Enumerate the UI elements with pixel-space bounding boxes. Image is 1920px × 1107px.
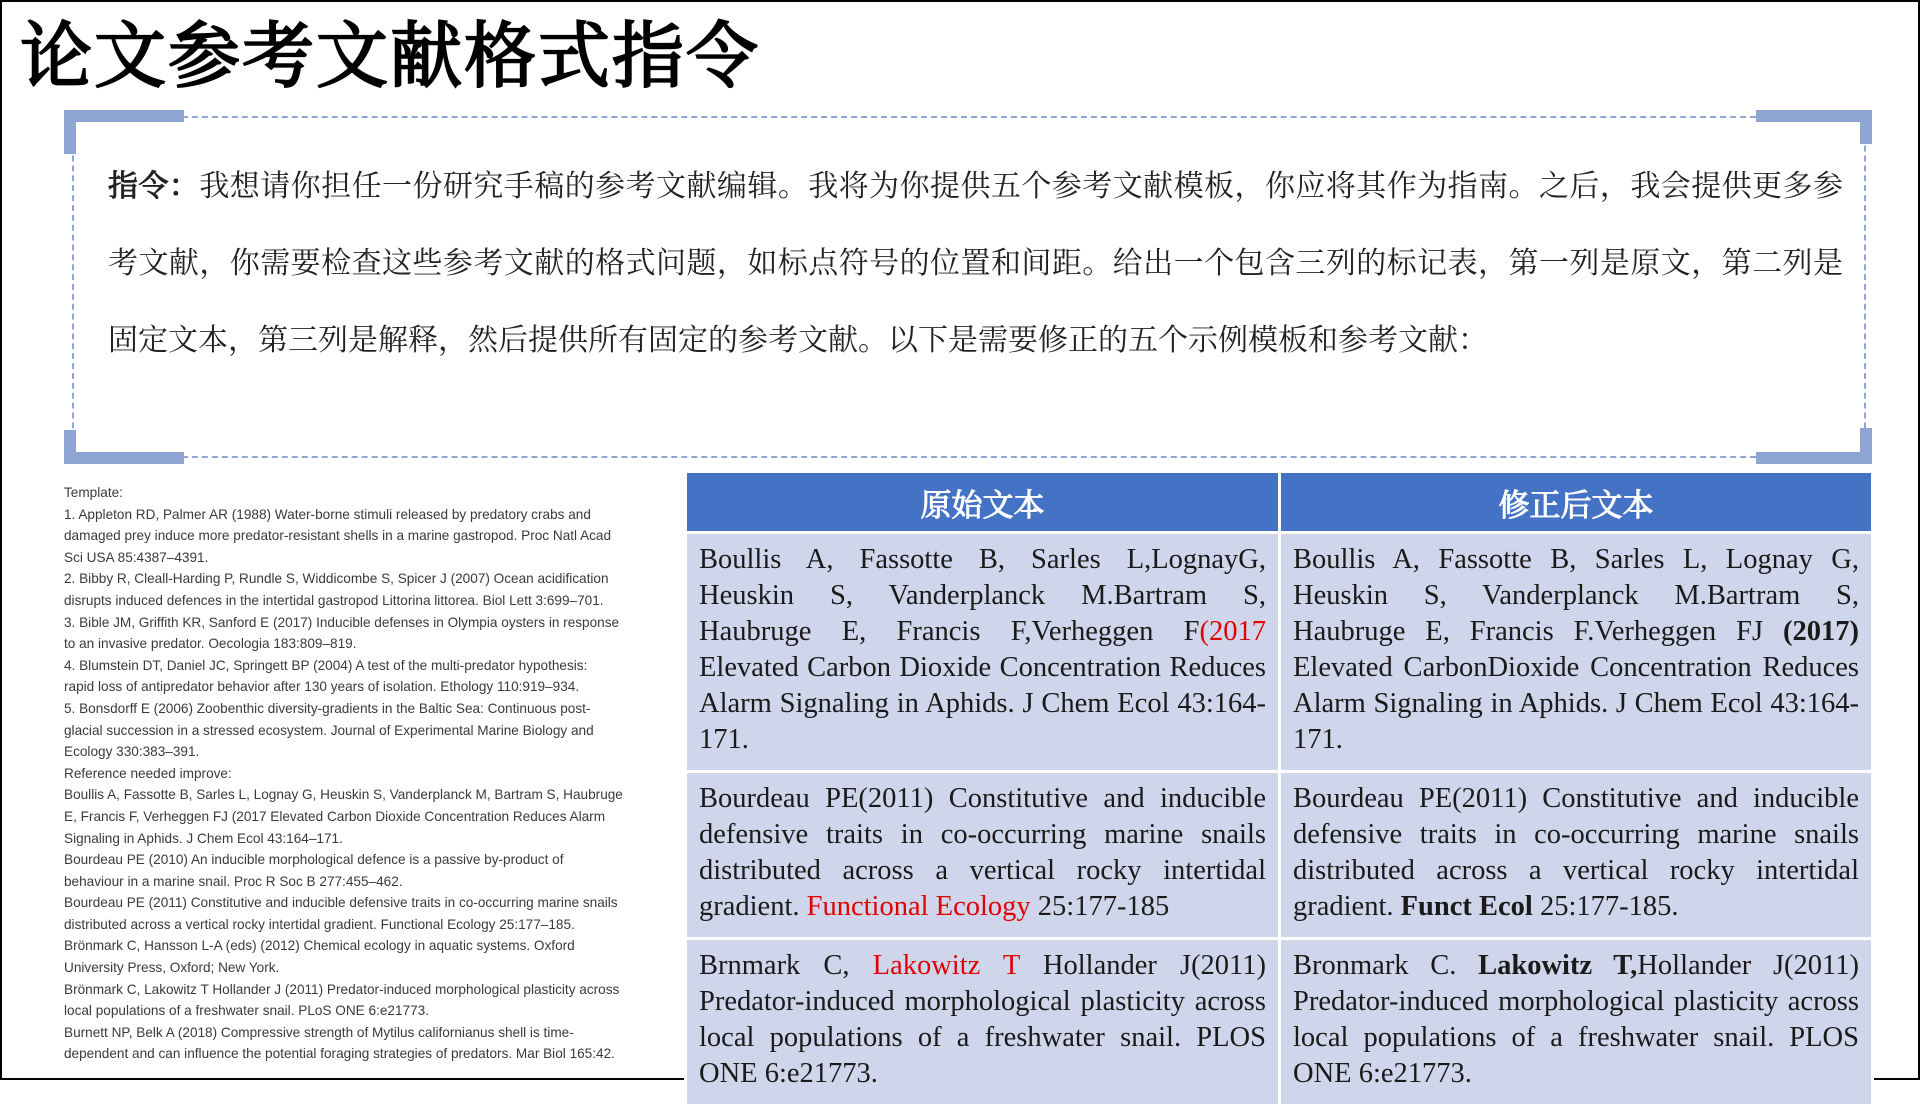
template-line: Sci USA 85:4387–4391. — [64, 549, 209, 565]
fixed-cell — [1280, 939, 1873, 1106]
cell-text: Boullis A, Fassotte B, Sarles L, Lognay G, Heuskin S, Vanderplanck M.Bartram S, Haubruge E, Francis F.Verheggen FJ — [1293, 544, 1859, 647]
cell-text: Boullis A, Fassotte B, Sarles L,LognayG, Heuskin S, Vanderplanck M.Bartram S, Haubruge E, Francis F,Verheggen F — [699, 544, 1266, 647]
original-cell — [686, 772, 1280, 939]
template-line: disrupts induced defences in the intertidal gastropod Littorina littorea. Biol Lett 3:699–701. — [64, 592, 604, 608]
template-line: E, Francis F, Verheggen FJ (2017 Elevated Carbon Dioxide Concentration Reduces Alarm — [64, 808, 606, 824]
fixed-cell — [1280, 772, 1873, 939]
corner-bracket-bottom-left-vertical — [64, 430, 76, 464]
instruction-label: 指令： — [108, 169, 200, 204]
header-original: 原始文本 — [686, 472, 1280, 533]
page-title: 论文参考文献格式指令 — [20, 14, 761, 98]
template-line: to an invasive predator. Oecologia 183:809–819. — [64, 636, 357, 652]
template-line: rapid loss of antipredator behavior after 130 years of isolation. Ethology 110:919–934. — [64, 679, 580, 695]
cell-text: 25:177-185 — [1030, 891, 1170, 922]
corner-bracket-bottom-left — [64, 452, 184, 464]
template-line: distributed across a vertical rocky intertidal gradient. Functional Ecology 25:177–185. — [64, 916, 575, 932]
template-line: 3. Bible JM, Griffith KR, Sanford E (2017) Inducible defenses in Olympia oysters in response — [64, 614, 620, 630]
table-header-row — [686, 472, 1873, 533]
cell-text: Bourdeau PE(2011) Constitutive and inducible defensive traits in co-occurring marine snails distributed across a vertical rocky intertidal gradient. — [1293, 783, 1859, 922]
cell-text: Bourdeau PE(2011) Constitutive and inducible defensive traits in co-occurring marine snails distributed across a vertical rocky intertidal gradient. — [699, 783, 1266, 922]
template-reference-list — [64, 482, 664, 1065]
template-line: Ecology 330:383–391. — [64, 744, 200, 760]
template-line: Brönmark C, Hansson L-A (eds) (2012) Chemical ecology in aquatic systems. Oxford — [64, 938, 575, 954]
cell-text: Elevated Carbon Dioxide Concentration Reduces Alarm Signaling in Aphids. J Chem Ecol 43:164-171. — [699, 652, 1266, 755]
cell-text: Hollander J(2011) Predator-induced morphological plasticity across local populations of a freshwater snail. PLOS ONE 6:e21773. — [1293, 950, 1859, 1089]
template-line: local populations of a freshwater snail. PLoS ONE 6:e21773. — [64, 1003, 429, 1019]
template-line: Boullis A, Fassotte B, Sarles L, Lognay G, Heuskin S, Vanderplanck M, Bartram S, Haubruge — [64, 787, 623, 803]
corner-bracket-bottom-right-vertical — [1860, 428, 1872, 464]
template-line: 4. Blumstein DT, Daniel JC, Springett BP (2004) A test of the multi-predator hypothesis: — [64, 657, 588, 673]
template-line: Burnett NP, Belk A (2018) Compressive strength of Mytilus californianus shell is time- — [64, 1024, 574, 1040]
template-line: glacial succession in a stressed ecosystem. Journal of Experimental Marine Biology and — [64, 722, 594, 738]
corner-bracket-top-right-vertical — [1860, 110, 1872, 144]
cell-text: Hollander J(2011) Predator-induced morphological plasticity across local populations of a freshwater snail. PLOS ONE 6:e21773. — [699, 950, 1266, 1089]
error-highlight: Lakowitz T — [872, 950, 1020, 981]
corner-bracket-top-right — [1756, 110, 1872, 122]
template-line: 5. Bonsdorff E (2006) Zoobenthic diversity-gradients in the Baltic Sea: Continuous post- — [64, 700, 591, 716]
table-row — [686, 939, 1873, 1106]
fix-highlight: Lakowitz T, — [1478, 950, 1638, 981]
template-line: University Press, Oxford; New York. — [64, 960, 280, 976]
fix-highlight: (2017) — [1783, 616, 1859, 647]
error-highlight: Functional Ecology — [806, 891, 1031, 922]
template-line: Template: — [64, 485, 123, 500]
fixed-cell — [1280, 533, 1873, 772]
error-highlight: (2017 — [1199, 616, 1266, 647]
template-line: Bourdeau PE (2011) Constitutive and inducible defensive traits in co-occurring marine snails — [64, 895, 618, 911]
template-line: damaged prey induce more predator-resistant shells in a marine gastropod. Proc Natl Acad — [64, 528, 612, 544]
cell-text: 25:177-185. — [1532, 891, 1679, 922]
template-line: behaviour in a marine snail. Proc R Soc B 277:455–462. — [64, 873, 403, 889]
template-line: 2. Bibby R, Cleall-Harding P, Rundle S, Widdicombe S, Spicer J (2007) Ocean acidification — [64, 571, 609, 587]
table-row — [686, 772, 1873, 939]
fix-highlight: Funct Ecol — [1400, 891, 1533, 922]
original-cell — [686, 533, 1280, 772]
instruction-paragraph — [108, 148, 1843, 379]
template-line: 1. Appleton RD, Palmer AR (1988) Water-borne stimuli released by predatory crabs and — [64, 506, 591, 522]
corner-bracket-top-left-vertical — [64, 110, 76, 154]
corner-bracket-bottom-right — [1756, 452, 1872, 464]
corner-bracket-top-left — [64, 110, 184, 122]
instruction-text: 我想请你担任一份研究手稿的参考文献编辑。我将为你提供五个参考文献模板，你应将其作为指南。之后，我会提供更多参考文献，你需要检查这些参考文献的格式问题，如标点符号的位置和间距。给出一个包含三列的标记表，第一列是原文，第二列是固定文本，第三列是解释，然后提供所有固定的参考文献。以下是需要修正的五个示例模板和参考文献： — [108, 169, 1844, 358]
template-line: dependent and can influence the potential foraging strategies of predators. Mar Biol 165:42. — [64, 1046, 615, 1062]
template-line: Signaling in Aphids. J Chem Ecol 43:164–171. — [64, 830, 343, 846]
header-fixed: 修正后文本 — [1280, 472, 1873, 533]
cell-text: Brnmark C, — [699, 950, 873, 981]
template-line: Bourdeau PE (2010) An inducible morphological defence is a passive by-product of — [64, 852, 564, 868]
table-row — [686, 533, 1873, 772]
original-cell — [686, 939, 1280, 1106]
template-line: Reference needed improve: — [64, 765, 232, 781]
template-line: Brönmark C, Lakowitz T Hollander J (2011) Predator-induced morphological plasticity across — [64, 981, 620, 997]
cell-text: Elevated CarbonDioxide Concentration Reduces Alarm Signaling in Aphids. J Chem Ecol 43:164-171. — [1293, 652, 1859, 755]
cell-text: Bronmark C. — [1293, 950, 1479, 981]
comparison-table — [684, 470, 1874, 1107]
